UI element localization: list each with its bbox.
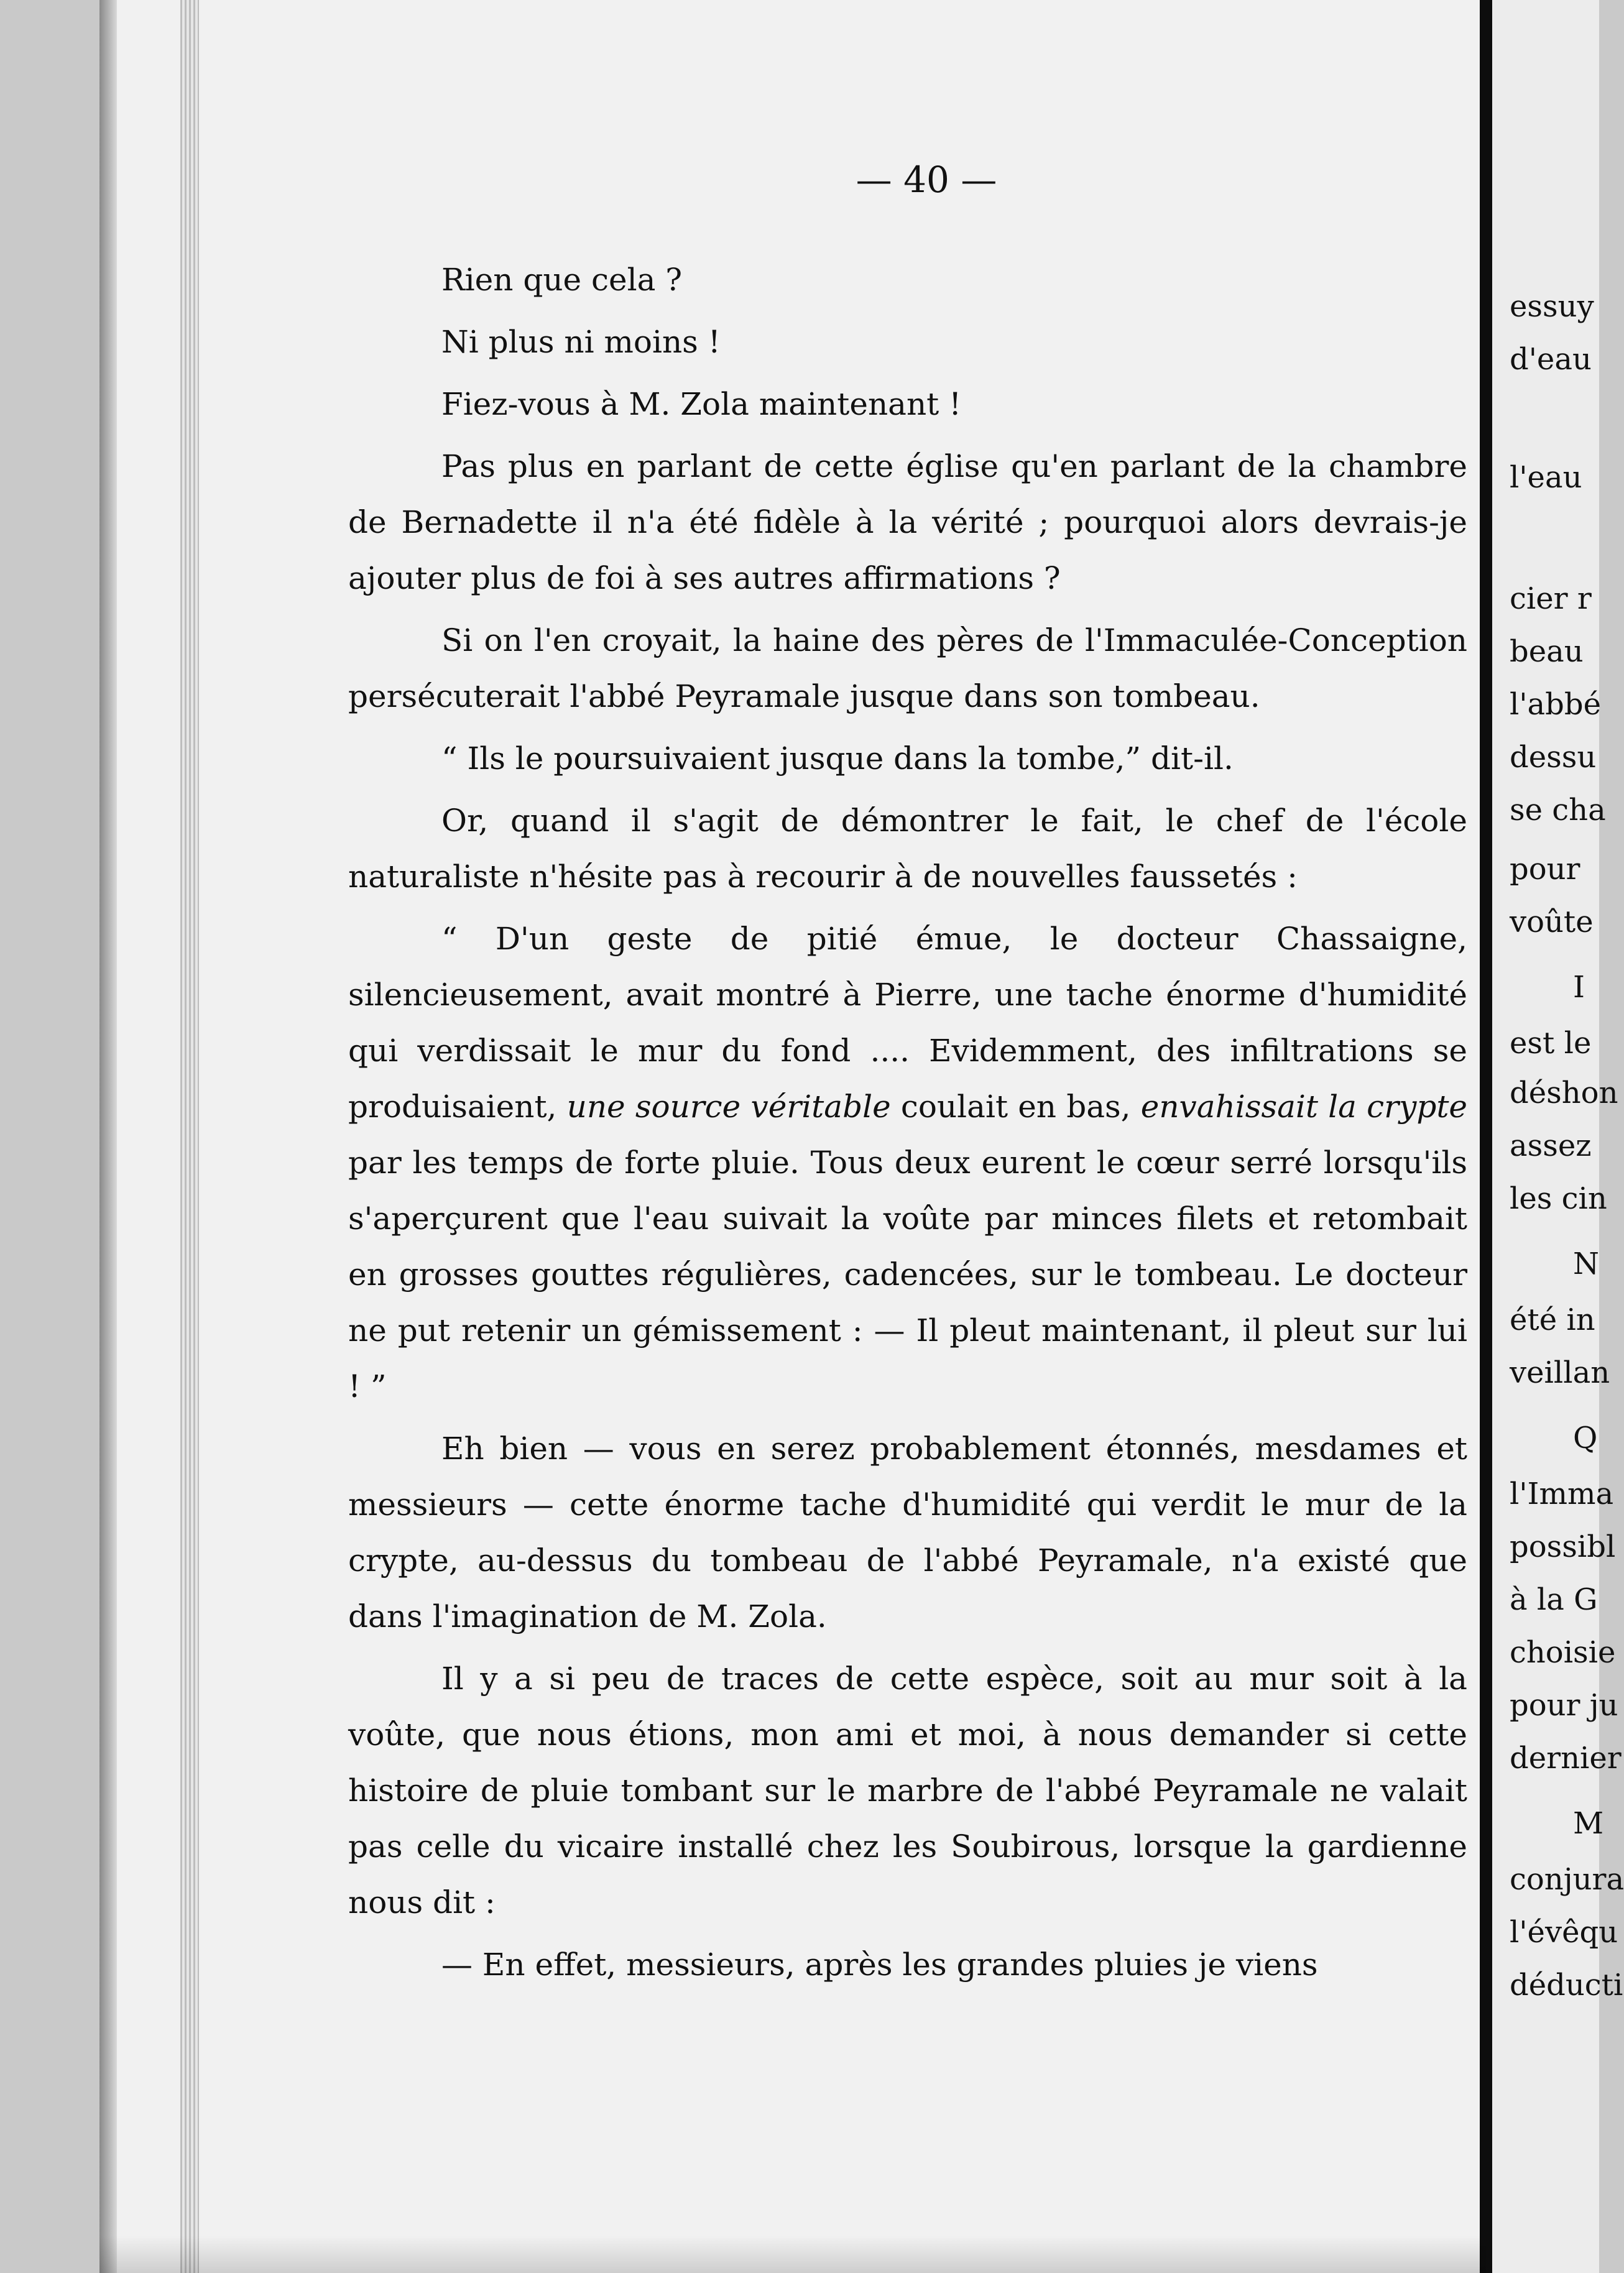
quote-text: par les temps de forte pluie. Tous deux eurent le cœur serré lorsqu'ils s'aperçurent que l'eau suivait la voûte par minces filets et retombait en grosses gouttes régulières, cadencées, sur le tombeau. Le docteur ne put retenir un gémissement : — Il pleut maintenant, il pleut sur lui ! ” (348, 1145, 1467, 1404)
paragraph: Si on l'en croyait, la haine des pères de l'Immaculée-Conception persécuterait l'abbé Peyramale jusque dans son tombeau. (348, 622, 1467, 714)
facing-line: pour ju (1510, 1688, 1618, 1723)
facing-line: M (1573, 1806, 1604, 1841)
paragraph: — En effet, messieurs, après les grandes pluies je viens (441, 1947, 1318, 1983)
facing-line: d'eau (1510, 342, 1592, 377)
facing-line: voûte (1510, 905, 1594, 939)
paragraph: Eh bien — vous en serez probablement étonnés, mesdames et messieurs — cette énorme tache d'humidité qui verdit le mur de la crypte, au-dessus du tombeau de l'abbé Peyramale, n'a existé que dans l'imagination de M. Zola. (348, 1431, 1467, 1634)
paragraph: Ni plus ni moins ! (441, 324, 721, 360)
facing-line: dessu (1510, 740, 1597, 775)
facing-line: les cin (1510, 1181, 1607, 1216)
paragraph: Fiez-vous à M. Zola maintenant ! (441, 386, 962, 422)
paragraph: Rien que cela ? (441, 262, 683, 298)
facing-line: déshon (1510, 1076, 1618, 1110)
facing-line: l'eau (1510, 460, 1582, 495)
book-gutter (1480, 0, 1492, 2273)
facing-line: assez (1510, 1128, 1592, 1163)
quote-text: “ D'un geste de pitié émue, le docteur Chassaigne, silencieusement, avait montré à Pierre, une tache énorme d'humidité qui verdissait le mur du fond .... Evidemment, des infiltrations se produisaient, (348, 921, 1467, 1125)
facing-line: dernier (1510, 1741, 1622, 1776)
facing-line: choisie (1510, 1635, 1616, 1670)
facing-line: l'Imma (1510, 1477, 1614, 1511)
facing-line: beau (1510, 634, 1584, 669)
quoted-paragraph (348, 911, 1467, 1414)
paragraph: “ Ils le poursuivaient jusque dans la tombe,” dit-il. (441, 740, 1234, 777)
facing-line: l'évêqu (1510, 1915, 1618, 1950)
paragraph: Pas plus en parlant de cette église qu'en parlant de la chambre de Bernadette il n'a été fidèle à la vérité ; pourquoi alors devrais-je ajouter plus de foi à ses autres affirmations ? (348, 448, 1467, 596)
facing-line: est le (1510, 1026, 1592, 1061)
paragraph: Or, quand il s'agit de démontrer le fait, le chef de l'école naturaliste n'hésite pas à recourir à de nouvelles faussetés : (348, 803, 1467, 895)
facing-line: cier r (1510, 581, 1592, 616)
quote-text: coulait en bas, (890, 1089, 1141, 1125)
bottom-shadow (99, 2236, 1486, 2273)
page-stack-edge (180, 0, 199, 2273)
facing-line: conjura (1510, 1862, 1624, 1897)
italic-phrase: une source véritable (566, 1089, 891, 1125)
facing-line: se cha (1510, 793, 1606, 828)
facing-line: possibl (1510, 1529, 1616, 1564)
paragraph: Il y a si peu de traces de cette espèce, soit au mur soit à la voûte, que nous étions, mon ami et moi, à nous demander si cette histoire de pluie tombant sur le marbre de l'abbé Peyramale ne valait pas celle du vicaire installé chez les Soubirous, lorsque la gardienne nous dit : (348, 1661, 1467, 1920)
facing-line: été in (1510, 1302, 1595, 1337)
facing-page-fragment (1492, 0, 1624, 2273)
body-text (348, 252, 1467, 1999)
facing-line: I (1573, 970, 1585, 1005)
page-number: — 40 — (856, 159, 997, 201)
facing-line: pour (1510, 852, 1580, 887)
italic-phrase: envahissait la crypte (1140, 1089, 1468, 1125)
facing-line: à la G (1510, 1582, 1598, 1617)
facing-line: N (1573, 1247, 1599, 1281)
facing-line: déducti (1510, 1968, 1623, 2003)
page-edge-shadow (99, 0, 117, 2273)
facing-line: Q (1573, 1421, 1598, 1455)
facing-line: veillan (1510, 1355, 1610, 1390)
facing-line: l'abbé (1510, 687, 1602, 722)
facing-line: essuy (1510, 289, 1594, 324)
